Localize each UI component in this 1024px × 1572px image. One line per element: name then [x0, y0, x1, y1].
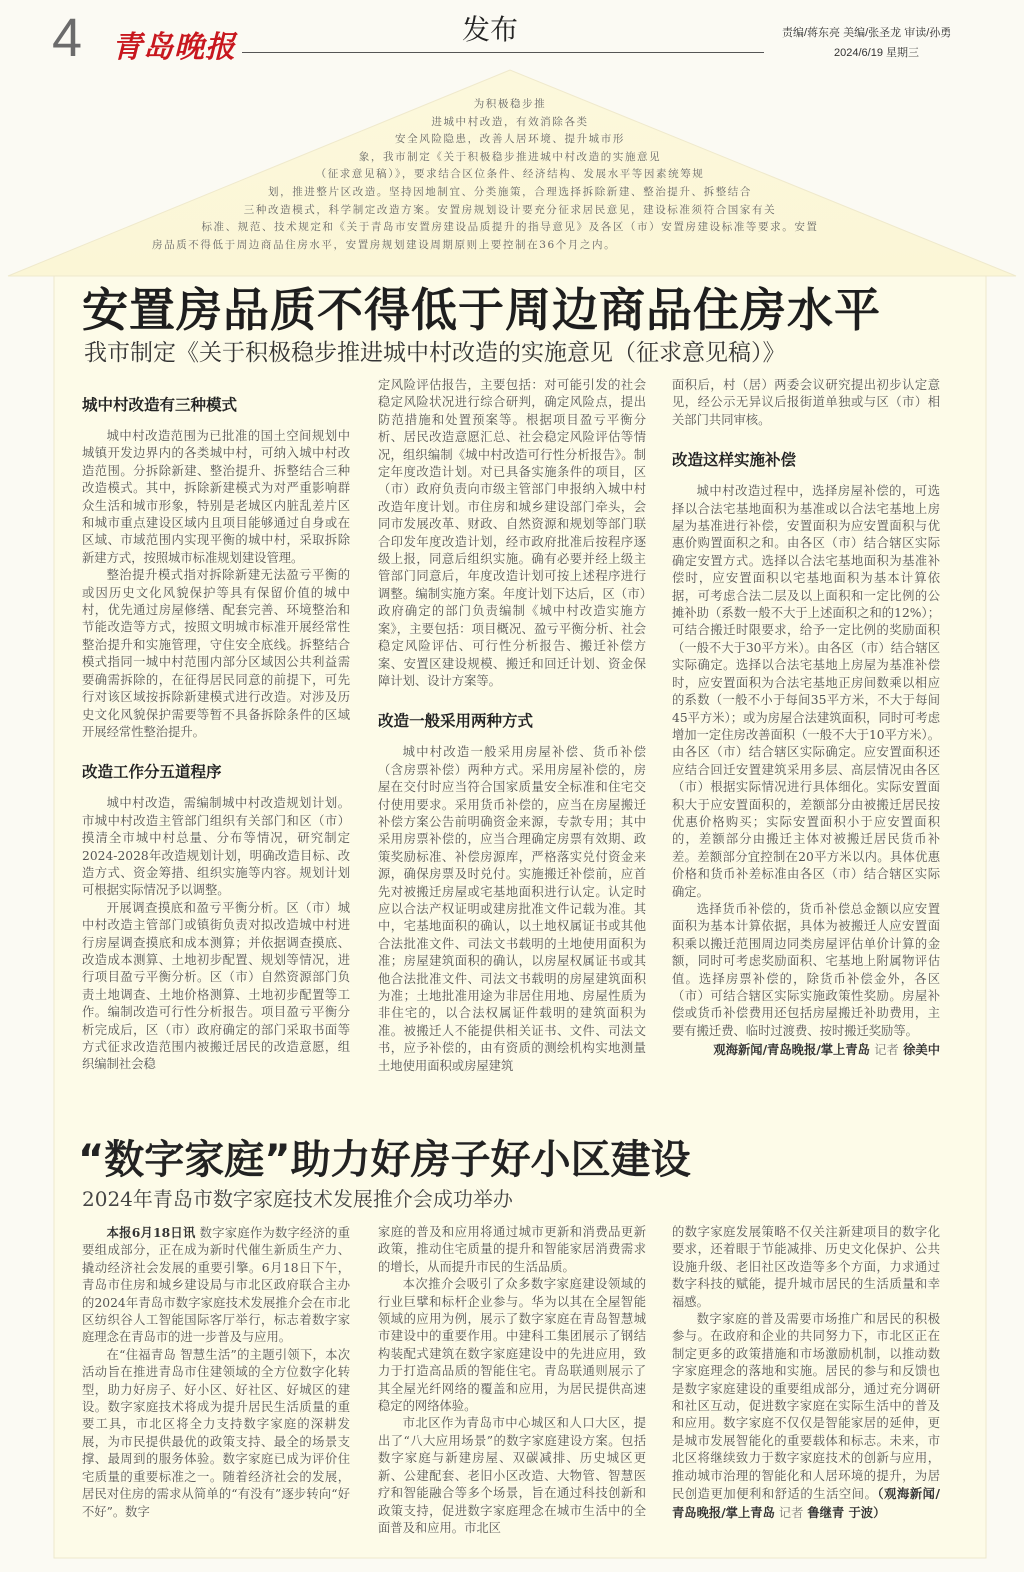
- paragraph: 面积后，村（居）两委会议研究提出初步认定意见，经公示无异议后报街道单独或与区（市）相关部门共同审核。: [672, 378, 940, 427]
- issue-date: 2024/6/19 星期三: [834, 47, 919, 59]
- section-title: 发布: [462, 14, 519, 45]
- intro-line: 为积极稳步推: [473, 98, 547, 110]
- intro-line: 进城中村改造，有效消除各类: [431, 115, 589, 128]
- byline-label: 记者: [874, 1043, 899, 1058]
- paragraph-text: 数字家庭的普及需要市场推广和居民的积极参与。在政府和企业的共同努力下，市北区正在制定更多的政策措施和市场激励机制，以推动数字家庭理念的落地和实施。居民的参与和反馈也是数字家庭建设的重要组成部分，通过充分调研和社区互动，促进数字家庭在实际生活中的普及和应用。数字家庭不仅仅是智能家居的延伸，更是城市发展智能化的重要载体和标志。未来，市北区将继续致力于数字家庭技术的创新与应用，推动城市治理的智能化和人居环境的提升，为居民创造更加便利和舒适的生活空间。: [672, 1312, 940, 1502]
- paragraph-text: 数字家庭作为数字经济的重要组成部分，正在成为新时代催生新质生产力、撬动经济社会发展的重要引擎。6月18日下午，青岛市住房和城乡建设局与市北区政府联合主办的2024年青岛市数字家庭技术发展推介会在市北区纺织谷人工智能国际客厅举行，标志着数字家庭理念在青岛市的进一步普及与应用。: [82, 1226, 350, 1345]
- paragraph: 本次推介会吸引了众多数字家庭建设领域的行业巨擘和标杆企业参与。华为以其在全屋智能领域的应用为例，展示了数字家庭在青岛智慧城市建设中的重要作用。中建科工集团展示了钢结构装配式建筑在数字家庭建设中的先进应用，致力于打造高品质的智能住宅。青岛联通则展示了其全屋光纤网络的覆盖和应用，为居民提供高速稳定的网络体验。: [378, 1277, 646, 1414]
- intro-line: 三种改造模式，科学制定改造方案。安置房规划设计要充分征求居民意见，建设标准须符合国家有关: [243, 203, 777, 216]
- editor-credits: 责编/蒋东亮 美编/张圣龙 审读/孙勇: [782, 27, 952, 39]
- intro-line: （征求意见稿）》，要求结合区位条件、经济结构、发展水平等因素统筹规: [315, 168, 705, 181]
- article2-subheadline: 2024年青岛市数字家庭技术发展推介会成功举办: [82, 1187, 513, 1211]
- article1-column-3: [672, 377, 940, 1107]
- article1-column-2: [378, 377, 646, 1107]
- article2-headline: “数字家庭”助力好房子好小区建设: [78, 1137, 691, 1183]
- byline-outlet: （观海新闻/青岛晚报/掌上青岛: [672, 1486, 940, 1520]
- article1-column-1: [82, 390, 350, 1110]
- dateline: 本报6月18日讯: [106, 1225, 196, 1240]
- paragraph: 的数字家庭发展策略不仅关注新建项目的数字化要求，还着眼于节能减排、历史文化保护、公共设施升级、老旧社区改造等多个方面，力求通过数字科技的赋能，提升城市居民的生活质量和幸福感。: [672, 1225, 940, 1309]
- byline-reporter: 徐美中: [903, 1042, 940, 1058]
- paragraph: 定风险评估报告，主要包括：对可能引发的社会稳定风险状况进行综合研判，确定风险点，提出防范措施和处置预案等。根据项目盈亏平衡分析、居民改造意愿汇总、社会稳定风险评估等情况，组织编制《城中村改造可行性分析报告》。制定年度改造计划。对已具备实施条件的项目，区（市）政府负责向市级主管部门申报纳入城中村改造年度计划。市住房和城乡建设部门牵头，会同市发展改革、财政、自然资源和规划等部门联合印发年度改造计划，经市政府批准后按程序逐级上报，同意后组织实施。确有必要并经上级主管部门同意后，年度改造计划可按上述程序进行调整。编制实施方案。年度计划下达后，区（市）政府确定的部门负责编制《城中村改造实施方案》，主要包括：项目概况、盈亏平衡分析、社会稳定风险评估、可行性分析报告、搬迁补偿方案、安置区建设规模、搬迁和回迁计划、资金保障计划、设计方案等。: [378, 378, 646, 688]
- byline-outlet: 观海新闻/青岛晚报/掌上青岛: [713, 1042, 870, 1058]
- byline: [672, 1040, 940, 1060]
- byline-reporter: 鲁继青 于波）: [807, 1504, 886, 1520]
- intro-text: [60, 96, 960, 254]
- intro-line: 划，推进整片区改造。坚持因地制宜、分类施策，合理选择拆除新建、整治提升、拆整结合: [268, 185, 752, 198]
- article2-column-2: [378, 1224, 646, 1554]
- intro-line: 象，我市制定《关于积极稳步推进城中村改造的实施意见: [358, 150, 662, 163]
- article1-headline: 安置房品质不得低于周边商品住房水平: [82, 283, 881, 337]
- article1-subheadline: 我市制定《关于积极稳步推进城中村改造的实施意见（征求意见稿）》: [84, 340, 786, 366]
- paragraph: 城中村改造过程中，选择房屋补偿的，可选择以合法宅基地面积为基准或以合法宅基地上房屋为基准进行补偿，安置面积为应安置面积与优惠价购置面积之和。由各区（市）结合辖区实际确定安置方式。选择以合法宅基地面积为基准补偿时，应安置面积以宅基地面积为基本计算依据，可考虑合法二层及以上面积和一定比例的公摊补助（系数一般不大于上述面积之和的12%）；可结合搬迁时限要求，给予一定比例的奖励面积（一般不大于30平方米）。由各区（市）结合辖区实际确定。选择以合法宅基地上房屋为基准补偿时，应安置面积为合法宅基地正房间数乘以相应的系数（一般不小于每间35平方米，不大于每间45平方米）；或为房屋合法建筑面积，同时可考虑增加一定住房改善面积（一般不大于10平方米）。由各区（市）结合辖区实际确定。应安置面积还应结合回迁安置建筑采用多层、高层情况由各区（市）根据实际情况进行具体细化。实际安置面积大于应安置面积的，差额部分由被搬迁居民按优惠价格购买；实际安置面积小于应安置面积的，差额部分由搬迁主体对被搬迁居民货币补差。差额部分宜控制在20平方米以内。具体优惠价格和货币补差标准由各区（市）结合辖区实际确定。: [672, 484, 940, 899]
- article2-column-1: [82, 1224, 350, 1554]
- paragraph: 市北区作为青岛市中心城区和人口大区，提出了“八大应用场景”的数字家庭建设方案。包括数字家庭与新建房屋、双碳减排、历史城区更新、公建配套、老旧小区改造、大物管、智慧医疗和智能融合等多个场景，旨在通过科技创新和政策支持，促进数字家庭理念在城市生活中的全面普及和应用。市北区: [378, 1416, 646, 1535]
- page-number: 4: [52, 8, 83, 68]
- paragraph: 选择货币补偿的，货币补偿总金额以应安置面积为基本计算依据，具体为被搬迁人应安置面积乘以搬迁范围周边同类房屋评估单价计算的金额，同时可考虑奖励面积、宅基地上附属物评估值。选择房票补偿的，除货币补偿金外，各区（市）可结合辖区实际实施政策性奖励。房屋补偿或货币补偿费用还包括房屋搬迁补助费用，主要有搬迁费、临时过渡费、按时搬迁奖励等。: [672, 901, 940, 1038]
- intro-line: 房品质不得低于周边商品住房水平，安置房规划建设周期原则上要控制在36个月之内。: [152, 238, 617, 251]
- section-heading: 改造这样实施补偿: [672, 451, 797, 470]
- paragraph: 城中村改造一般采用房屋补偿、货币补偿（含房票补偿）两种方式。采用房屋补偿的，房屋在交付时应当符合国家质量安全标准和住宅交付使用要求。采用货币补偿的，应当在房屋搬迁补偿方案公告前明确资金来源，专款专用；其中采用房票补偿的，应当合理确定房票有效期、政策奖励标准、补偿房源库，严格落实兑付资金来源，确保房票及时兑付。实施搬迁补偿前，应首先对被搬迁房屋或宅基地面积进行认定。认定时应以合法产权证明或建房批准文件记载为准。其中，宅基地面积的确认，以土地权属证书或其他合法批准文件、司法文书载明的土地使用面积为准；房屋建筑面积的确认，以房屋权属证书或其他合法批准文件、司法文书载明的房屋建筑面积为准；土地批准用途为非居住用地、房屋性质为非住宅的，以合法权属证件载明的建筑面积为准。被搬迁人不能提供相关证书、文件、司法文书，应予补偿的，由有资质的测绘机构实地测量土地使用面积或房屋建筑: [378, 745, 646, 1073]
- article2-column-3: [672, 1224, 940, 1554]
- byline-label: 记者: [778, 1505, 804, 1520]
- paragraph: 开展调查摸底和盈亏平衡分析。区（市）城中村改造主管部门或镇街负责对拟改造城中村进行房屋调查摸底和成本测算；并依据调查摸底、改造成本测算、土地初步配置、规划等情况，进行项目盈亏平衡分析。区（市）自然资源部门负责土地调查、土地价格测算、土地初步配置等工作。编制改造可行性分析报告。项目盈亏平衡分析完成后，区（市）政府确定的部门采取书面等方式征求改造范围内被搬迁居民的改造意愿，组织编制社会稳: [82, 900, 350, 1072]
- section-heading: 改造工作分五道程序: [82, 763, 222, 782]
- paragraph: [82, 1224, 350, 1347]
- paragraph: [672, 1311, 940, 1522]
- paragraph: 家庭的普及和应用将通过城市更新和消费品更新政策，推动住宅质量的提升和智能家居消费需求的增长，从而提升市民的生活品质。: [378, 1225, 646, 1274]
- intro-line: 标准、规范、技术规定和《关于青岛市安置房建设品质提升的指导意见》及各区（市）安置房建设标准等要求。安置: [201, 221, 819, 234]
- section-heading: 改造一般采用两种方式: [378, 712, 534, 731]
- intro-line: 安全风险隐患，改善人居环境、提升城市形: [395, 133, 625, 146]
- paragraph: 城中村改造，需编制城中村改造规划计划。市城中村改造主管部门组织有关部门和区（市）摸清全市城中村总量、分布等情况，研究制定2024-2028年改造规划计划，明确改造目标、改造方式、资金筹措、组织实施等内容。规划计划可根据实际情况予以调整。: [82, 796, 350, 898]
- masthead-logo: 青岛晚报: [112, 30, 236, 65]
- paragraph: 在“住福青岛 智慧生活”的主题引领下，本次活动旨在推进青岛市住建领域的全方位数字化转型，助力好房子、好小区、好社区、好城区的建设。数字家庭技术将成为提升居民生活质量的重要工具，市北区将全力支持数字家庭的深耕发展，为市民提供最优的政策支持、最全的场景支撑、最周到的服务体验。数字家庭已成为评价住宅质量的重要标准之一。随着经济社会的发展，居民对住房的需求从简单的“有没有”逐步转向“好不好”。数字: [82, 1347, 350, 1519]
- paragraph: 整治提升模式指对拆除新建无法盈亏平衡的或因历史文化风貌保护等具有保留价值的城中村，优先通过房屋修缮、配套完善、环境整治和节能改造等方式，按照文明城市标准开展经常性整治提升和实施管理，守住安全底线。拆整结合模式指同一城中村范围内部分区域因公共利益需要确需拆除的，在征得居民同意的前提下，可先行对该区域按拆除新建模式进行改造。对涉及历史文化风貌保护需要等暂不具备拆除条件的区域开展经常性整治提升。: [82, 568, 350, 739]
- section-heading: 城中村改造有三种模式: [82, 396, 238, 414]
- paragraph: 城中村改造范围为已批准的国土空间规划中城镇开发边界内的各类城中村，可纳入城中村改造范围。分拆除新建、整治提升、拆整结合三种改造模式。其中，拆除新建模式为对严重影响群众生活和城市形象，特别是老城区内脏乱差片区和城市重点建设区域内且项目能够通过自身或在区域、市域范围内实现平衡的城中村，采取拆除新建方式，按照城市标准规划建设管理。: [82, 429, 350, 565]
